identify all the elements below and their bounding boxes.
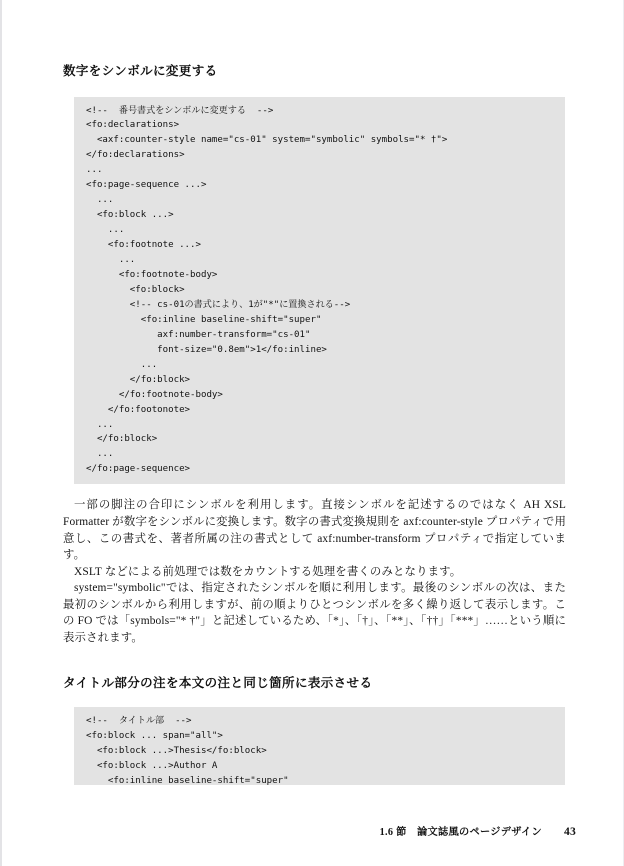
code-line: <!-- 番号書式をシンボルに変更する --> bbox=[86, 105, 274, 116]
code-line: ... bbox=[86, 165, 103, 176]
code-line: <fo:block ...> bbox=[86, 210, 174, 221]
section-1-heading: 数字をシンボルに変更する bbox=[63, 63, 218, 78]
code-line: </fo:footonote> bbox=[86, 404, 191, 415]
code-line: </fo:block> bbox=[86, 374, 191, 385]
code-block-2 bbox=[74, 707, 565, 785]
paragraph: system="symbolic"では、指定されたシンボルを順に利用します。最後のシンボルの次は、また最初のシンボルから利用しますが、前の順よりひとつシンボルを多く繰り返して表示します。この FO では「symbols="* †"」と記述しているため、「*」、「†」、「**」、「††」「***」……という順に表示されます。 bbox=[63, 582, 566, 645]
code-line: <fo:block> bbox=[86, 284, 185, 295]
code-line: </fo:page-sequence> bbox=[86, 464, 191, 475]
code-line: <fo:footnote-body> bbox=[86, 269, 218, 280]
section-1 bbox=[63, 62, 566, 80]
code-line: <axf:counter-style name="cs-01" system="symbolic" symbols="* †"> bbox=[86, 135, 448, 146]
code-line: font-size="0.8em">1</fo:inline> bbox=[86, 344, 327, 355]
code-line: ... bbox=[86, 449, 114, 460]
code-line: ... bbox=[86, 225, 125, 236]
code-line: ... bbox=[86, 195, 114, 206]
section-2 bbox=[63, 674, 566, 692]
code-line: <fo:block ...>Author A bbox=[86, 761, 218, 772]
paragraph: 一部の脚注の合印にシンボルを利用します。直接シンボルを記述するのではなく AH XSL Formatter が数字をシンボルに変換します。数字の書式変換規則を axf:counter-style プロパティで用意し、この書式を、著者所属の注の書式として axf:number-transform プロパティで指定しています。 bbox=[63, 499, 566, 562]
code-line: <fo:block ... span="all"> bbox=[86, 731, 223, 742]
code-line: </fo:block> bbox=[86, 434, 158, 445]
paragraph: XSLT などによる前処理では数をカウントする処理を書くのみとなります。 bbox=[74, 565, 462, 578]
code-line: <!-- タイトル部 --> bbox=[86, 716, 192, 727]
code-line: <fo:inline baseline-shift="super" bbox=[86, 314, 322, 325]
page-content bbox=[63, 62, 566, 785]
code-line: <fo:inline baseline-shift="super" bbox=[86, 775, 289, 786]
section-1-body bbox=[63, 497, 566, 646]
code-line: <fo:block ...>Thesis</fo:block> bbox=[86, 746, 267, 757]
code-line: <fo:page-sequence ...> bbox=[86, 180, 207, 191]
section-2-heading: タイトル部分の注を本文の注と同じ箇所に表示させる bbox=[63, 674, 373, 690]
page-footer bbox=[63, 823, 576, 838]
code-block-1 bbox=[74, 97, 565, 485]
code-line: <fo:footnote ...> bbox=[86, 240, 201, 251]
code-line: </fo:declarations> bbox=[86, 150, 185, 161]
page-number: 43 bbox=[564, 825, 576, 838]
code-line: axf:number-transform="cs-01" bbox=[86, 329, 311, 340]
code-line: <fo:declarations> bbox=[86, 120, 180, 131]
code-line: </fo:footnote-body> bbox=[86, 389, 223, 400]
code-line: ... bbox=[86, 255, 136, 266]
code-line: ... bbox=[86, 419, 114, 430]
running-head: 1.6 節 論文誌風のページデザイン bbox=[379, 827, 542, 838]
code-line: <!-- cs-01の書式により、1が"*"に置換される--> bbox=[86, 299, 351, 310]
code-line: ... bbox=[86, 359, 158, 370]
